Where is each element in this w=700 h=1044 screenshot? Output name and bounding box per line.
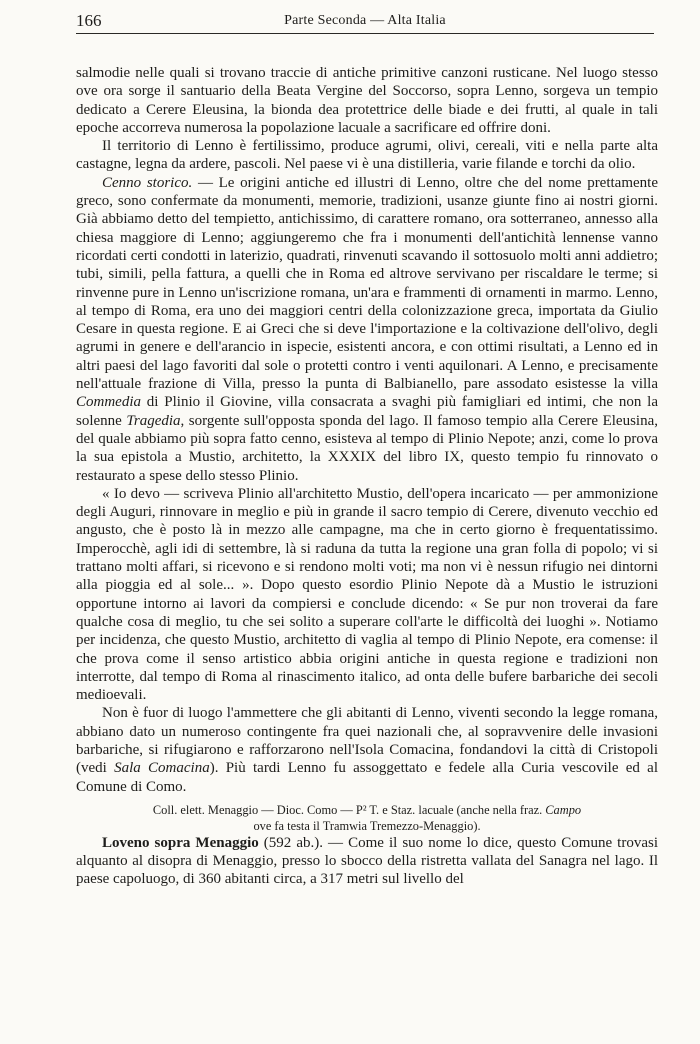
paragraph-3 bbox=[76, 174, 658, 485]
entry-title: Loveno sopra Menaggio bbox=[102, 834, 259, 851]
administrative-note bbox=[76, 802, 658, 834]
tragedia-term: Tragedia bbox=[126, 412, 181, 429]
paragraph-3-text-a: — Le origini antiche ed illustri di Lenno, oltre che del nome prettamente greco, sono confermate da monumenti, memorie, tradizioni, usanze giunte fino ai nostri giorni. Già abbiamo detto del tempietto, antichissimo, di carattere romano, ora sotterraneo, annesso alla chiesa maggiore di Lenno; aggiungeremo che fra i monumenti dell'antichità lennense vanno ricordati certi condotti in laterizio, quadrati, rinvenuti scavando il sottosuolo molti anni addietro; tubi, simili, pella fattura, a quelli che in Roma ed altrove servivano per riscaldare le terme; si rinvenne pure in Lenno un'iscrizione romana, un'ara e frammenti di ornamenti in marmo. Lenno, al tempo di Roma, era uno dei maggiori centri della colonizzazione greca, importata da Giulio Cesare in questa regione. E ai Greci che si deve l'importazione e la coltivazione dell'olivo, degli agrumi in genere e dell'arancio in ispecie, esistenti ancora, e con ottimi risultati, a Lenno ed in altri paesi del lago favoriti dal sole o protetti contro i venti aquilonari. A Lenno, e precisamente nell'attuale frazione di Villa, presso la punta di Balbianello, pare assodato esistesse la villa bbox=[76, 174, 658, 393]
body-text bbox=[76, 64, 658, 889]
campo-term: Campo bbox=[545, 802, 582, 817]
page-header bbox=[76, 9, 654, 34]
paragraph-4: « Io devo — scriveva Plinio all'architetto Mustio, dell'opera incaricato — per ammonizione degli Auguri, rinnovare in meglio e più in grande il sacro tempio di Cerere, divenuto vecchio ed angusto, che è posto là in mezzo alle campagne, ma che in certo giorno è frequentatissimo. Imperocchè, agli idi di settembre, là si raduna da tutta la regione una gran folla di popolo; vi si trattano molti affari, si ricevono e si rendono molti voti; ma non vi è nessun rifugio nei dintorni alla pioggia ed al sole... ». Dopo questo esordio Plinio Nepote dà a Mustio le istruzioni opportune intorno ai lavori da compiersi e conclude dicendo: « Se pur non troverai da fare qualche cosa di meglio, tu che sei solito a superare coll'arte le difficoltà dei luoghi ». Notiamo per incidenza, che questo Mustio, architetto di vaglia al tempo di Plinio Nepote, era comense: il che prova come il senso artistico abbia origini antiche in questa regione e tradizioni non interrotte, dal tempo di Roma al rinascimento italico, ad onta delle bufere barbariche dei secoli medioevali. bbox=[76, 485, 658, 704]
paragraph-5 bbox=[76, 704, 658, 795]
paragraph-3-text-c: , sorgente sull'opposta sponda del lago. Il famoso tempio alla Cerere Eleusina, del quale abbiamo più sopra fatto cenno, esisteva al tempo di Plinio Nepote; anzi, come lo prova la sua epistola a Mustio, architetto, la XXXIX del libro IX, questo tempio fu rinnovato o restaurato a spese dello stesso Plinio. bbox=[76, 412, 658, 484]
paragraph-1: salmodie nelle quali si trovano traccie di antiche primitive canzoni rusticane. Nel luogo stesso ove ora sorge il santuario della Beata Vergine del Soccorso, sopra Lenno, sorgeva un tempio dedicato a Cerere Eleusina, la bionda dea protettrice delle biade e dei frutti, al quale in tali epoche accorreva numerosa la popolazione lacuale a sacrificare ed offrire doni. bbox=[76, 65, 658, 136]
sala-comacina-term: Sala Comacina bbox=[114, 760, 210, 777]
entry-loveno bbox=[76, 834, 658, 889]
paragraph-3-text-b: di Plinio il Giovine, villa consacrata a svaghi più famigliari ed intimi, che non la solenne bbox=[76, 394, 658, 429]
paragraph-2: Il territorio di Lenno è fertilissimo, produce agrumi, olivi, cereali, viti e nella parte alta castagne, legna da ardere, pascoli. Nel paese vi è una distilleria, varie filande e torchi da olio. bbox=[76, 138, 658, 173]
entry-text: (592 ab.). — Come il suo nome lo dice, questo Comune trovasi alquanto al disopra di Menaggio, presso lo sbocco della ristretta vallata del Sanagra nel lago. Il paese capoluogo, di 360 abitanti circa, a 317 metri sul livello del bbox=[76, 834, 658, 888]
section-label: Cenno storico. bbox=[102, 174, 193, 191]
note-line-1-text: Coll. elett. Menaggio — Dioc. Como — P² T. e Staz. lacuale (anche nella fraz. bbox=[152, 802, 546, 817]
running-head: Parte Seconda — Alta Italia bbox=[284, 13, 446, 28]
paragraph-5-text-a: Non è fuor di luogo l'ammettere che gli abitanti di Lenno, viventi secondo la legge romana, abbiano dato un numeroso contingente fra quei nazionali che, al sopravvenire delle invasioni barbariche, si rifugiarono e rafforzarono nell'Isola Comacina, fondandovi la città di Cristopoli (vedi bbox=[76, 705, 658, 777]
page-number: 166 bbox=[76, 11, 102, 30]
paragraph-5-text-b: ). Più tardi Lenno fu assoggettato e fedele alla Curia vescovile ed al Comune di Como. bbox=[76, 760, 658, 795]
commedia-term: Commedia bbox=[76, 394, 141, 411]
note-line-2: ove fa testa il Tramwia Tremezzo-Menaggio). bbox=[253, 818, 481, 833]
